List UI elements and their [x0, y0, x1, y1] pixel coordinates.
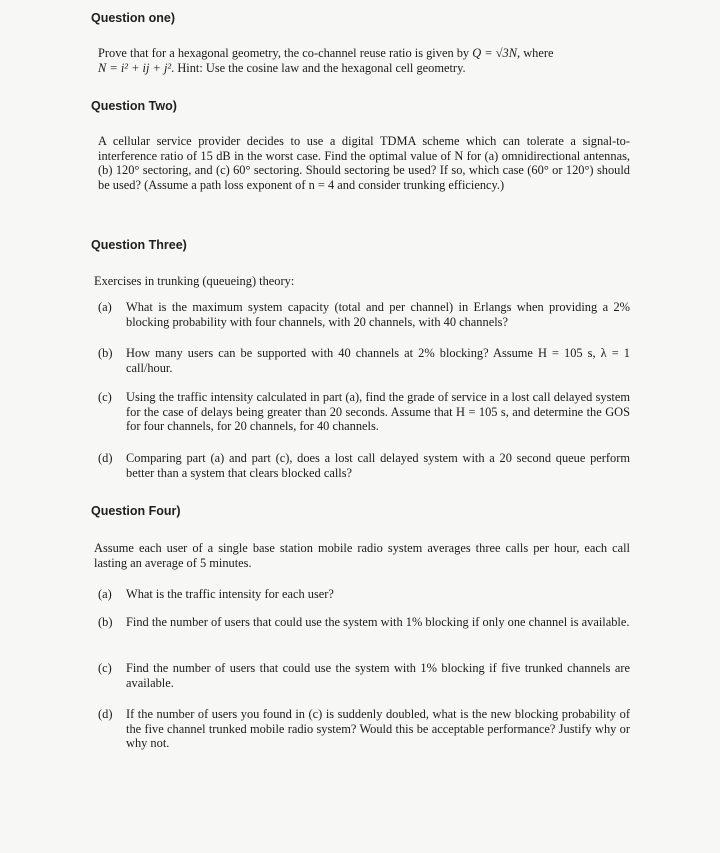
item-text: How many users can be supported with 40 channels at 2% blocking? Assume H = 105 s, λ = 1 call/hour.	[126, 346, 630, 375]
item-text: If the number of users you found in (c) is suddenly doubled, what is the new blocking probability of the five channel trunked mobile radio system? Would this be acceptable performance? Justify why or why not.	[126, 707, 630, 751]
item-text: Find the number of users that could use the system with 1% blocking if only one channel is available.	[126, 615, 630, 629]
item-label: (d)	[98, 707, 113, 721]
question-four-item-b	[98, 615, 630, 630]
question-two-heading: Question Two)	[91, 99, 177, 113]
question-one-text	[98, 46, 630, 75]
item-label: (a)	[98, 587, 112, 601]
item-label: (c)	[98, 661, 112, 675]
item-text: Find the number of users that could use the system with 1% blocking if five trunked channels are available.	[126, 661, 630, 690]
item-text: What is the maximum system capacity (total and per channel) in Erlangs when providing a 2% blocking probability with four channels, with 20 channels, with 40 channels?	[126, 300, 630, 329]
question-three-intro: Exercises in trunking (queueing) theory:	[94, 274, 295, 288]
n-equation: N = i² + ij + j²	[98, 60, 172, 75]
reuse-ratio-equation: Q = √3N	[472, 46, 517, 60]
item-label: (a)	[98, 300, 112, 314]
question-four-item-a	[98, 587, 630, 602]
question-three-item-d	[98, 451, 630, 480]
item-text: Comparing part (a) and part (c), does a lost call delayed system with a 20 second queue perform better than a system that clears blocked calls?	[126, 451, 630, 480]
question-four-item-c	[98, 661, 630, 690]
item-label: (d)	[98, 451, 113, 465]
q1-text-c: . Hint: Use the cosine law and the hexagonal cell geometry.	[171, 60, 466, 75]
question-four-intro: Assume each user of a single base station mobile radio system averages three calls per hour, each call lasting an average of 5 minutes.	[94, 541, 630, 570]
question-four-heading: Question Four)	[91, 504, 181, 518]
question-one-heading: Question one)	[91, 11, 176, 25]
q1-text-a: Prove that for a hexagonal geometry, the co-channel reuse ratio is given by	[98, 46, 473, 60]
q1-text-b: , where	[517, 46, 554, 60]
item-label: (c)	[98, 390, 112, 404]
question-three-heading: Question Three)	[91, 238, 187, 252]
item-label: (b)	[98, 346, 113, 360]
question-three-item-a	[98, 300, 630, 329]
item-label: (b)	[98, 615, 113, 629]
item-text: What is the traffic intensity for each user?	[126, 587, 334, 601]
question-two-text: A cellular service provider decides to use a digital TDMA scheme which can tolerate a signal-to-interference ratio of 15 dB in the worst case. Find the optimal value of N for (a) omnidirectional antennas, (b) 120° sectoring, and (c) 60° sectoring. Should sectoring be used? If so, which case (60° or 120°) should be used? (Assume a path loss exponent of n = 4 and consider trunking efficiency.)	[98, 134, 630, 192]
item-text: Using the traffic intensity calculated in part (a), find the grade of service in a lost call delayed system for the case of delays being greater than 20 seconds. Assume that H = 105 s, and determine the GOS for four channels, for 20 channels, for 40 channels.	[126, 390, 630, 434]
question-three-item-b	[98, 346, 630, 375]
question-three-item-c	[98, 390, 630, 434]
question-four-item-d	[98, 707, 630, 751]
